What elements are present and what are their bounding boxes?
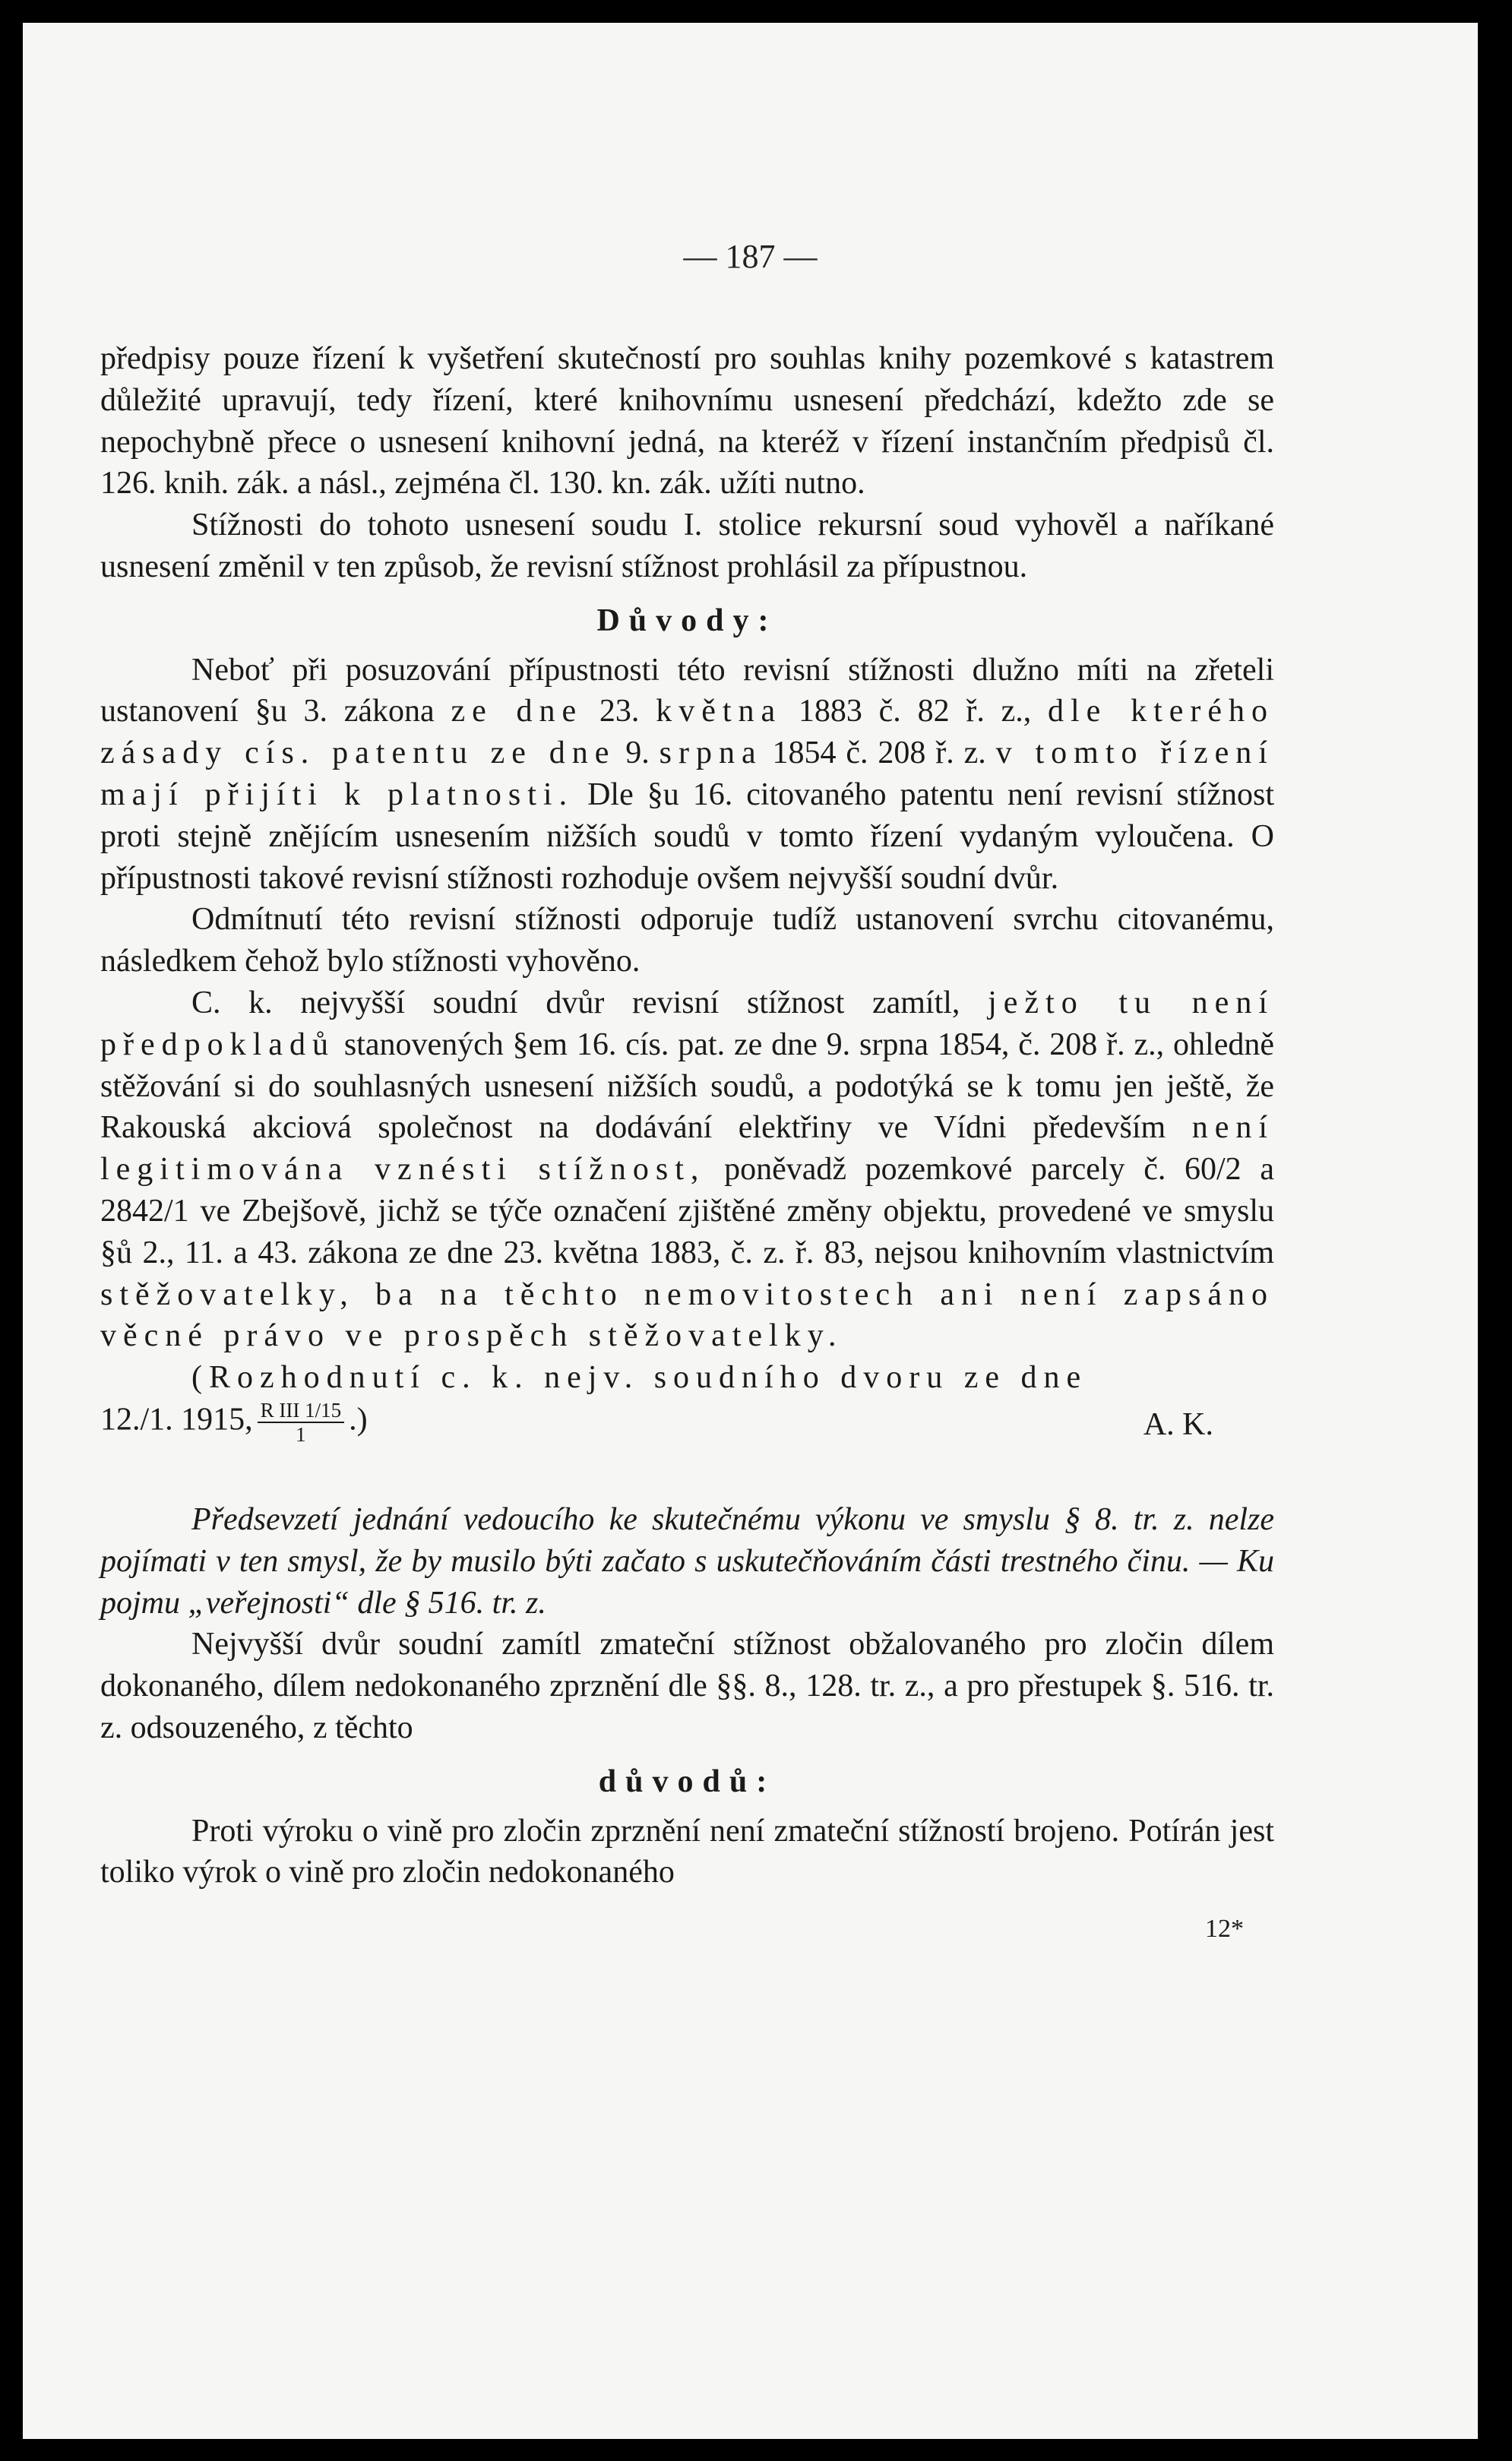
page-body bbox=[100, 338, 1274, 1950]
paragraph-7: Nejvyšší dvůr soudní zamítl zmateční stížnost obžalovaného pro zločin dílem dokonaného, dílem nedokonaného zprznění dle §§. 8., 128. tr. z., a pro přestupek §. 516. tr. z. odsouzeného, z těchto bbox=[100, 1627, 1274, 1745]
ruling-date: 12./1. 1915, bbox=[100, 1402, 253, 1438]
paragraph-1: předpisy pouze řízení k vyšetření skutečností pro souhlas knihy pozemkové s katastrem důležité upravují, tedy řízení, které knihovnímu usnesení předchází, kdežto zde se nepochybně přece o usnesení knihovní jedná, na kteréž v řízení instančním předpisů čl. 126. knih. zák. a násl., zejména čl. 130. kn. zák. užíti nutno. bbox=[100, 341, 1274, 501]
ruling-date-line: 12./1. 1915, $\frac{\text{R III 1/15}}{1}$ .) A. K. bbox=[100, 1399, 1274, 1446]
author-initials: A. K. bbox=[1143, 1407, 1213, 1443]
paragraph-8: Proti výroku o vině pro zločin zprznění není zmateční stížností brojeno. Potírán jest toliko výrok o vině pro zločin nedokonaného bbox=[100, 1813, 1274, 1890]
paragraph-3: Neboť při posuzování přípustnosti této revisní stížnosti dlužno míti na zřeteli ustanovení §u 3. zákona ze dne 23. května 1883 č. 82 ř. z., dle kterého zásady cís. patentu ze dne 9. srpna 1854 č. 208 ř. z. v tomto řízení mají přijíti k platnosti. Dle §u 16. citovaného patentu není revisní stížnost proti stejně znějícím usnesením nižších soudů v tomto řízení vydaným vyloučena. O přípustnosti takové revisní stížnosti rozhoduje ovšem nejvyšší soudní dvůr. bbox=[100, 652, 1275, 896]
headnote: Předsevzetí jednání vedoucího ke skutečnému výkonu ve smyslu § 8. tr. z. nelze pojímati v ten smysl, že by musilo býti začato s uskutečňováním části trestného činu. — Ku pojmu „veřejnosti“ dle § 516. tr. z. bbox=[100, 1501, 1274, 1621]
heading-duvody: Důvody: bbox=[596, 603, 778, 638]
paragraph-2: Stížnosti do tohoto usnesení soudu I. stolice rekursní soud vyhověl a naříkané usnesení změnil v ten způsob, že revisní stížnost prohlásil za přípustnou. bbox=[100, 508, 1274, 584]
heading-duvodu: důvodů: bbox=[598, 1764, 777, 1799]
document-page bbox=[23, 23, 1478, 2439]
signature-mark: 12* bbox=[1205, 1915, 1244, 1944]
page-number: — 187 — bbox=[683, 238, 818, 275]
ruling-file-number: $\frac{\text{R III 1/15}}{1}$ bbox=[258, 1399, 344, 1446]
paragraph-5: C. k. nejvyšší soudní dvůr revisní stížnost zamítl, ježto tu není předpokladů stanovených §em 16. cís. pat. ze dne 9. srpna 1854, č. 208 ř. z., ohledně stěžování si do souhlasných usnesení nižších soudů, a podotýká se k tomu jen ještě, že Rakouská akciová společnost na dodávání elektřiny ve Vídni především není legitimována vznésti stížnost, poněvadž pozemkové parcely č. 60/2 a 2842/1 ve Zbejšově, jichž se týče označení zjištěné změny objektu, provedené ve smyslu §ů 2., 11. a 43. zákona ze dne 23. května 1883, č. z. ř. 83, nejsou knihovním vlastnictvím stěžovatelky, ba na těchto nemovitostech ani není zapsáno věcné právo ve prospěch stěžovatelky. bbox=[100, 985, 1274, 1354]
paragraph-4: Odmítnutí této revisní stížnosti odporuje tudíž ustanovení svrchu citovanému, následkem čehož bylo stížnosti vyhověno. bbox=[100, 902, 1274, 979]
ruling-citation: (Rozhodnutí c. k. nejv. soudního dvoru ze dne bbox=[191, 1360, 1088, 1396]
